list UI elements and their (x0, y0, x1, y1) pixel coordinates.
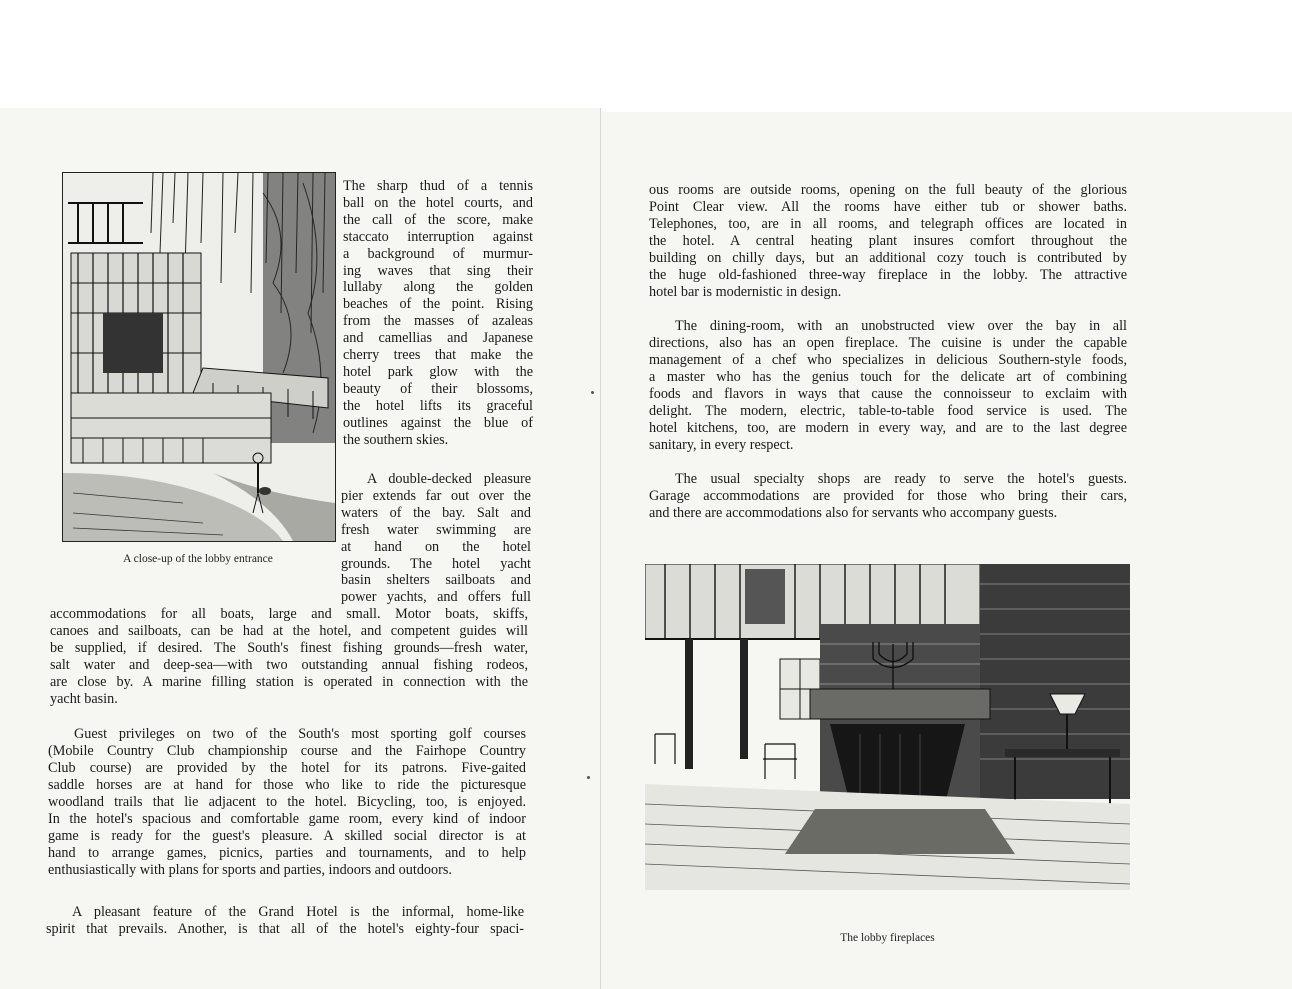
right-paragraph-2: The dining-room, with an unobstructed view over the bay in all directions, also has an open fireplace. The cuisine is under the capable management of a chef who specializes in delicious Southern-style foods, a master who has the genius touch for the delicate art of combining foods and flavors in ways that cause the connoisseur to exclaim with delight. The modern, electric, table-to-table food service is used. The hotel kitchens, too, are modern in every way, and are to the last degree sanitary, in every respect. (649, 318, 1127, 453)
lobby-entrance-caption: A close-up of the lobby entrance (123, 553, 273, 565)
left-paragraph-2-continued: accommodations for all boats, large and small. Motor boats, skiffs, canoes and sailboats, can be had at the hotel, and competent guides will be supplied, if desired. The South's finest fishing grounds—fresh water, salt water and deep-sea—with two outstanding annual fishing rodeos, are close by. A marine filling station is operated in connection with the yacht basin. (50, 606, 528, 707)
page-speck (587, 776, 590, 779)
right-paragraph-3: The usual specialty shops are ready to serve the hotel's guests. Garage accommodations are provided for those who bring their cars, and there are accommodations also for servants who accompany guests. (649, 471, 1127, 521)
left-paragraph-4: A pleasant feature of the Grand Hotel is the informal, home-like spirit that prevails. Another, is that all of the hotel's eighty-four spaci- (46, 904, 524, 937)
left-column-paragraph-1: The sharp thud of a tennis ball on the hotel courts, and the call of the score, make staccato interruption against a background of murmur- ing waves that sing their lullaby along the golden beaches of the point. Rising from the masses of azaleas and camellias and Japanese cherry trees that make the hotel park glow with the beauty of their blossoms, the hotel lifts its graceful outlines against the blue of the southern skies. (343, 178, 533, 448)
lobby-fireplaces-illustration (645, 564, 1130, 890)
page-speck (591, 391, 594, 394)
lobby-entrance-illustration (62, 172, 336, 542)
left-paragraph-3: Guest privileges on two of the South's most sporting golf courses (Mobile Country Club championship course and the Fairhope Country Club course) are provided by the hotel for its patrons. Five-gaited saddle horses are at hand for those who like to ride the picturesque woodland trails that lie adjacent to the hotel. Bicycling, too, is enjoyed. In the hotel's spacious and comfortable game room, every kind of indoor game is ready for the guest's pleasure. A skilled social director is at hand to arrange games, picnics, parties and tournaments, and to help enthusiastically with plans for sports and parties, indoors and outdoors. (48, 726, 526, 878)
lobby-fireplaces-caption: The lobby fireplaces (840, 932, 935, 944)
right-paragraph-1: ous rooms are outside rooms, opening on the full beauty of the glorious Point Clear view. All the rooms have either tub or shower baths. Telephones, too, are in all rooms, and telegraph offices are located in the hotel. A central heating plant insures comfort throughout the building on chilly days, but an additional cozy touch is contributed by the huge old-fashioned three-way fireplace in the lobby. The attractive hotel bar is modernistic in design. (649, 182, 1127, 300)
left-column-paragraph-2: A double-decked pleasure pier extends far out over the waters of the bay. Salt and fresh water swimming are at hand on the hotel grounds. The hotel yacht basin shelters sailboats and power yachts, and offers full (341, 471, 531, 606)
